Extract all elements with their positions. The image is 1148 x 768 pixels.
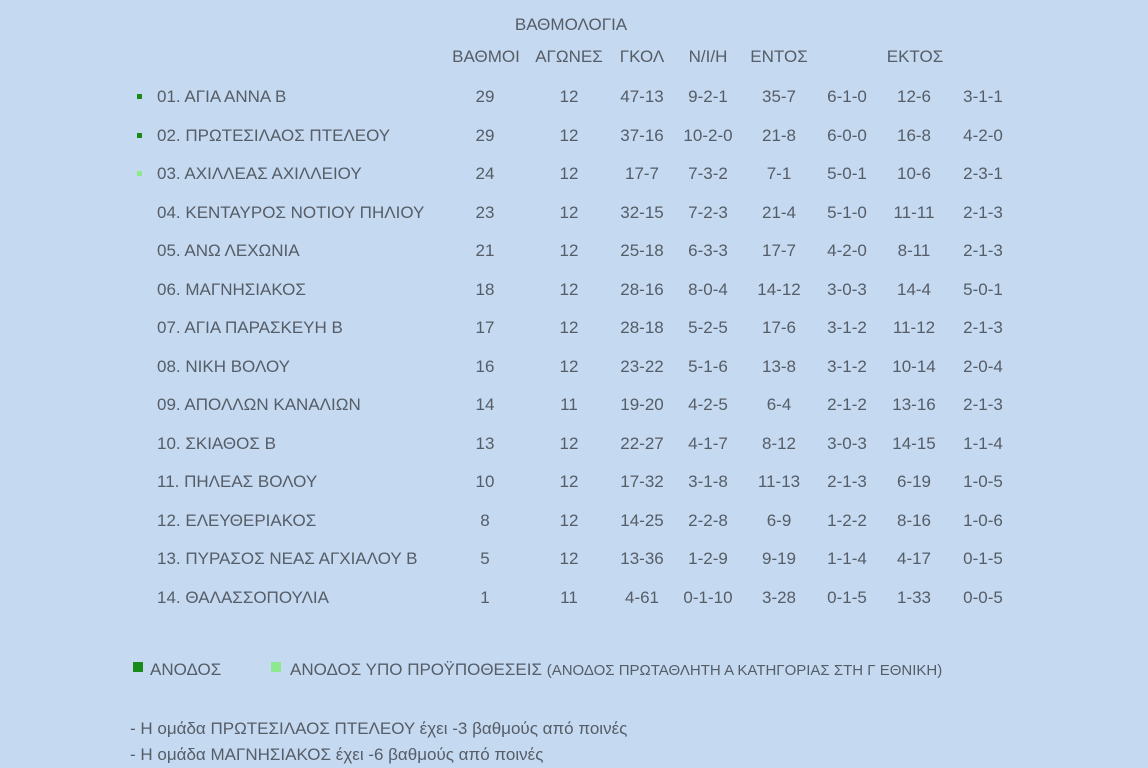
away-goals-cell: 13-16 (892, 395, 936, 414)
goals-cell: 28-16 (620, 279, 664, 299)
home-goals-cell: 21-4 (761, 202, 797, 222)
team-name: 09. ΑΠΟΛΛΩΝ ΚΑΝΑΛΙΩΝ (157, 395, 361, 414)
wdl-cell: 3-1-8 (688, 472, 728, 491)
home-goals-cell: 17-6 (761, 318, 797, 337)
away-goals-cell: 14-4 (896, 279, 932, 299)
away-wdl-cell: 3-1-1 (963, 87, 1003, 106)
home-wdl-cell: 3-1-2 (827, 356, 867, 376)
wdl-cell: 5-1-6 (688, 356, 728, 376)
away-wdl-cell: 1-0-6 (963, 510, 1003, 530)
table-row (0, 429, 1148, 459)
away-wdl-cell: 5-0-1 (963, 279, 1003, 299)
away-wdl-cell: 2-1-3 (963, 241, 1003, 260)
goals-cell: 14-25 (620, 510, 664, 530)
points-cell: 23 (475, 202, 495, 222)
points-cell: 1 (480, 587, 490, 607)
home-wdl-cell: 5-0-1 (827, 164, 867, 183)
standings-title: ΒΑΘΜΟΛΟΓΙΑ (514, 15, 628, 34)
wdl-cell: 9-2-1 (688, 87, 728, 106)
team-name: 12. ΕΛΕΥΘΕΡΙΑΚΟΣ (157, 510, 317, 530)
team-name: 01. ΑΓΙΑ ΑΝΝΑ Β (157, 87, 287, 106)
home-goals-cell: 14-12 (757, 279, 801, 299)
games-cell: 12 (559, 279, 579, 299)
home-wdl-cell: 3-0-3 (827, 433, 867, 453)
home-goals-cell: 17-7 (761, 241, 797, 260)
wdl-cell: 8-0-4 (688, 279, 728, 299)
team-name: 06. ΜΑΓΝΗΣΙΑΚΟΣ (157, 279, 306, 299)
home-goals-cell: 9-19 (761, 549, 797, 568)
table-row (0, 236, 1148, 266)
games-cell: 12 (559, 164, 579, 183)
games-cell: 12 (559, 241, 579, 260)
games-cell: 12 (559, 433, 579, 453)
games-cell: 11 (560, 587, 578, 607)
team-name: 07. ΑΓΙΑ ΠΑΡΑΣΚΕΥΗ Β (157, 318, 343, 337)
games-cell: 12 (559, 125, 579, 145)
home-goals-cell: 35-7 (761, 87, 797, 106)
wdl-cell: 7-2-3 (688, 202, 728, 222)
team-name: 14. ΘΑΛΑΣΣΟΠΟΥΛΙΑ (157, 587, 329, 607)
away-goals-cell: 11-11 (893, 202, 935, 222)
points-cell: 14 (475, 395, 495, 414)
legend-promotion-label: ΑΝΟΔΟΣ (150, 660, 222, 679)
points-cell: 29 (475, 125, 495, 145)
home-goals-cell: 21-8 (761, 125, 797, 145)
home-wdl-cell: 2-1-2 (827, 395, 867, 414)
points-cell: 16 (475, 356, 495, 376)
away-wdl-cell: 2-1-3 (963, 318, 1003, 337)
away-wdl-cell: 0-1-5 (963, 549, 1003, 568)
home-goals-cell: 8-12 (761, 433, 797, 453)
home-wdl-cell: 0-1-5 (827, 587, 867, 607)
points-cell: 8 (480, 510, 490, 530)
home-wdl-cell: 1-2-2 (827, 510, 867, 530)
goals-cell: 4-61 (624, 587, 660, 607)
team-name: 08. ΝΙΚΗ ΒΟΛΟΥ (157, 356, 290, 376)
wdl-cell: 0-1-10 (683, 587, 733, 607)
wdl-cell: 1-2-9 (688, 549, 728, 568)
team-name: 03. ΑΧΙΛΛΕΑΣ ΑΧΙΛΛΕΙΟΥ (157, 164, 362, 183)
home-wdl-cell: 5-1-0 (827, 202, 867, 222)
points-cell: 13 (475, 433, 495, 453)
header-home: ΕΝΤΟΣ (750, 47, 808, 66)
wdl-cell: 4-1-7 (688, 433, 728, 453)
home-goals-cell: 3-28 (761, 587, 797, 607)
header-away: ΕΚΤΟΣ (886, 47, 944, 66)
away-goals-cell: 8-11 (897, 241, 931, 260)
status-marker (137, 133, 142, 138)
points-cell: 29 (475, 87, 495, 106)
goals-cell: 17-32 (620, 472, 664, 491)
home-wdl-cell: 1-1-4 (827, 549, 867, 568)
team-name: 10. ΣΚΙΑΘΟΣ Β (157, 433, 276, 453)
table-row (0, 198, 1148, 228)
team-name: 13. ΠΥΡΑΣΟΣ ΝΕΑΣ ΑΓΧΙΑΛΟΥ Β (157, 549, 418, 568)
goals-cell: 32-15 (620, 202, 664, 222)
legend-conditional-label: ΑΝΟΔΟΣ ΥΠΟ ΠΡΟΫΠΟΘΕΣΕΙΣ (290, 660, 542, 679)
points-cell: 18 (475, 279, 495, 299)
home-wdl-cell: 6-0-0 (827, 125, 867, 145)
wdl-cell: 2-2-8 (688, 510, 728, 530)
away-goals-cell: 16-8 (896, 125, 932, 145)
goals-cell: 23-22 (620, 356, 664, 376)
home-goals-cell: 6-4 (766, 395, 792, 414)
status-marker (137, 171, 142, 176)
away-wdl-cell: 4-2-0 (963, 125, 1003, 145)
away-goals-cell: 14-15 (892, 433, 936, 453)
goals-cell: 13-36 (620, 549, 664, 568)
goals-cell: 47-13 (620, 87, 664, 106)
away-goals-cell: 12-6 (896, 87, 932, 106)
games-cell: 12 (559, 549, 579, 568)
team-name: 11. ΠΗΛΕΑΣ ΒΟΛΟΥ (157, 472, 318, 491)
table-row (0, 159, 1148, 189)
home-wdl-cell: 4-2-0 (827, 241, 867, 260)
status-marker (137, 94, 142, 99)
legend-conditional-note: (ΑΝΟΔΟΣ ΠΡΩΤΑΘΛΗΤΗ Α ΚΑΤΗΓΟΡΙΑΣ ΣΤΗ Γ ΕΘΝΙΚΗ) (546, 662, 943, 679)
away-wdl-cell: 2-3-1 (963, 164, 1003, 183)
wdl-cell: 6-3-3 (688, 241, 728, 260)
goals-cell: 25-18 (620, 241, 664, 260)
table-row (0, 121, 1148, 151)
away-goals-cell: 6-19 (896, 472, 932, 491)
team-name: 02. ΠΡΩΤΕΣΙΛΑΟΣ ΠΤΕΛΕΟΥ (157, 125, 391, 145)
away-goals-cell: 10-14 (892, 356, 936, 376)
table-row (0, 506, 1148, 536)
penalty-note-1: - Η ομάδα ΠΡΩΤΕΣΙΛΑΟΣ ΠΤΕΛΕΟΥ έχει -3 βαθμούς από ποινές (130, 719, 628, 738)
header-games: ΑΓΩΝΕΣ (535, 47, 603, 66)
header-points: ΒΑΘΜΟΙ (452, 47, 520, 66)
goals-cell: 28-18 (620, 318, 664, 337)
penalty-note-2: - Η ομάδα ΜΑΓΝΗΣΙΑΚΟΣ έχει -6 βαθμούς από ποινές (130, 745, 544, 764)
points-cell: 17 (475, 318, 495, 337)
games-cell: 12 (559, 202, 579, 222)
table-row (0, 313, 1148, 343)
team-name: 04. ΚΕΝΤΑΥΡΟΣ ΝΟΤΙΟΥ ΠΗΛΙΟΥ (157, 202, 425, 222)
away-goals-cell: 1-33 (896, 587, 932, 607)
away-wdl-cell: 1-1-4 (963, 433, 1003, 453)
home-goals-cell: 6-9 (766, 510, 792, 530)
away-goals-cell: 10-6 (896, 164, 932, 183)
games-cell: 12 (559, 510, 579, 530)
away-goals-cell: 8-16 (896, 510, 932, 530)
away-goals-cell: 4-17 (896, 549, 932, 568)
games-cell: 12 (559, 318, 579, 337)
legend-conditional (290, 660, 942, 680)
wdl-cell: 7-3-2 (688, 164, 728, 183)
table-row (0, 544, 1148, 574)
table-row (0, 467, 1148, 497)
points-cell: 24 (475, 164, 495, 183)
away-wdl-cell: 0-0-5 (963, 587, 1003, 607)
table-row (0, 352, 1148, 382)
points-cell: 10 (475, 472, 495, 491)
legend-conditional-swatch (271, 662, 281, 672)
home-goals-cell: 7-1 (766, 164, 792, 183)
games-cell: 12 (559, 472, 579, 491)
away-goals-cell: 11-12 (892, 318, 936, 337)
goals-cell: 17-7 (624, 164, 660, 183)
wdl-cell: 5-2-5 (688, 318, 728, 337)
table-row (0, 583, 1148, 613)
home-wdl-cell: 3-0-3 (827, 279, 867, 299)
goals-cell: 37-16 (620, 125, 664, 145)
away-wdl-cell: 2-1-3 (963, 395, 1003, 414)
home-goals-cell: 13-8 (761, 356, 797, 376)
away-wdl-cell: 2-1-3 (963, 202, 1003, 222)
games-cell: 11 (560, 395, 578, 414)
goals-cell: 19-20 (620, 395, 664, 414)
goals-cell: 22-27 (620, 433, 664, 453)
header-goals: ΓΚΟΛ (619, 47, 665, 66)
team-name: 05. ΑΝΩ ΛΕΧΩΝΙΑ (157, 241, 300, 260)
home-wdl-cell: 3-1-2 (827, 318, 867, 337)
home-wdl-cell: 2-1-3 (827, 472, 867, 491)
header-wdl: Ν/Ι/Η (688, 47, 728, 66)
table-row (0, 390, 1148, 420)
away-wdl-cell: 2-0-4 (963, 356, 1003, 376)
table-row (0, 275, 1148, 305)
home-goals-cell: 11-13 (757, 472, 801, 491)
games-cell: 12 (559, 87, 579, 106)
games-cell: 12 (559, 356, 579, 376)
wdl-cell: 10-2-0 (683, 125, 733, 145)
legend-promotion-swatch (133, 662, 143, 672)
away-wdl-cell: 1-0-5 (963, 472, 1003, 491)
points-cell: 5 (480, 549, 490, 568)
home-wdl-cell: 6-1-0 (827, 87, 867, 106)
wdl-cell: 4-2-5 (688, 395, 728, 414)
table-row (0, 82, 1148, 112)
points-cell: 21 (475, 241, 495, 260)
